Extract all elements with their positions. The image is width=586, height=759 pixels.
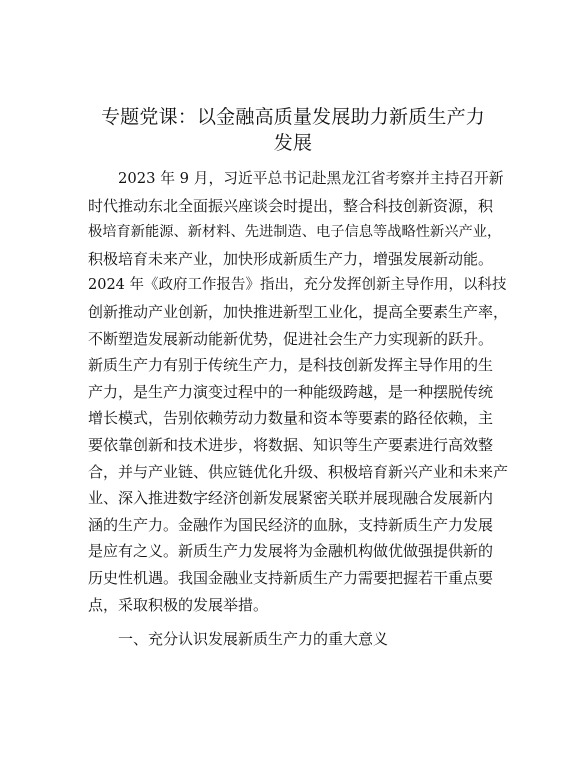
paragraph-line: 新质生产力有别于传统生产力，是科技创新发挥主导作用的生 (88, 356, 494, 375)
section-heading: 一、充分认识发展新质生产力的重大意义 (118, 630, 389, 648)
title-line-2: 发展 (273, 132, 313, 154)
paragraph-line: 合，并与产业链、供应链优化升级、积极培育新兴产业和未来产 (88, 462, 509, 481)
paragraph-line: 要依靠创新和技术进步，将数据、知识等生产要素进行高效整 (88, 435, 494, 454)
paragraph-line: 产力，是生产力演变过程中的一种能级跨越，是一种摆脱传统 (88, 382, 494, 401)
paragraph-line: 点，采取积极的发展举措。 (88, 595, 269, 614)
paragraph-line: 时代推动东北全面振兴座谈会时提出，整合科技创新资源，积 (88, 196, 494, 215)
paragraph-line: 历史性机遇。我国金融业支持新质生产力需要把握若干重点要 (88, 568, 494, 587)
paragraph-line: 积极培育未来产业，加快形成新质生产力，增强发展新动能。 (88, 249, 494, 268)
paragraph-line: 涵的生产力。金融作为国民经济的血脉，支持新质生产力发展 (88, 515, 494, 534)
document-title (80, 104, 506, 156)
paragraph-line: 是应有之义。新质生产力发展将为金融机构做优做强提供新的 (88, 542, 494, 561)
paragraph-line: 2024 年《政府工作报告》指出，充分发挥创新主导作用，以科技 (88, 277, 507, 294)
paragraph-line: 2023 年 9 月，习近平总书记赴黑龙江省考察并主持召开新 (118, 170, 504, 187)
paragraph-line: 不断塑造发展新动能新优势，促进社会生产力实现新的跃升。 (88, 329, 494, 348)
body-paragraph (88, 166, 508, 618)
title-line-1: 专题党课：以金融高质量发展助力新质生产力 (100, 106, 485, 128)
paragraph-line: 业、深入推进数字经济创新发展紧密关联并展现融合发展新内 (88, 489, 494, 508)
paragraph-line: 创新推动产业创新，加快推进新型工业化，提高全要素生产率， (88, 302, 509, 321)
paragraph-line: 极培育新能源、新材料、先进制造、电子信息等战略性新兴产业， (88, 224, 502, 241)
paragraph-line: 增长模式，告别依赖劳动力数量和资本等要素的路径依赖，主 (88, 409, 494, 428)
